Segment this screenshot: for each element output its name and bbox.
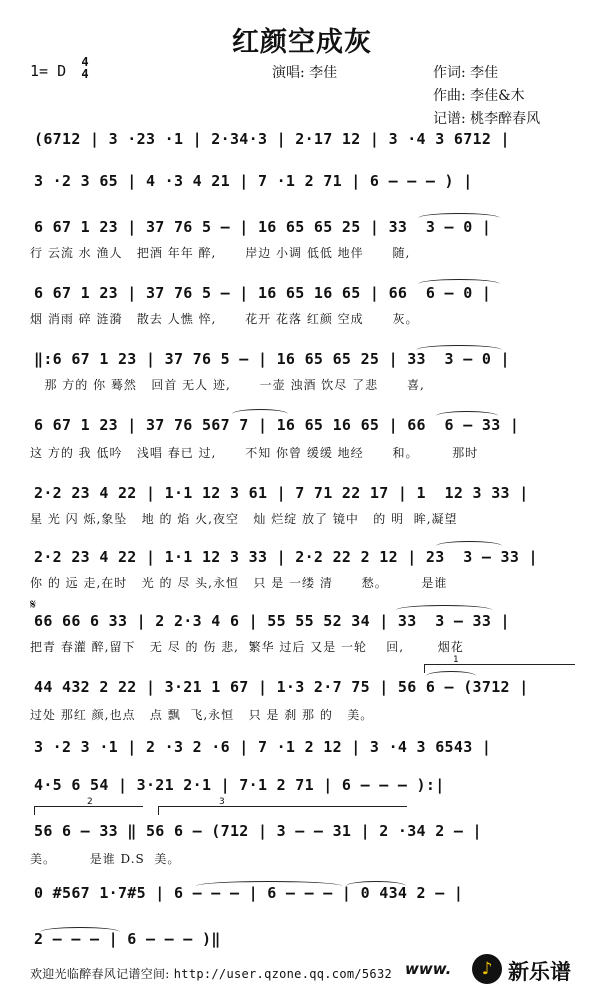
system-14-notes: 0 #567 1·7#5 | 6 – – – | 6 – – – | 0 434 2 – |: [34, 884, 464, 902]
site-logo: [472, 950, 598, 988]
volta-1-label: 1: [453, 655, 459, 665]
footer-credit: [30, 965, 392, 982]
system-13-notes: 56 6 – 33 ‖ 56 6 – (712 | 3 – – 31 | 2 ·34 2 – |: [34, 822, 482, 840]
system-10-notes: 44 432 2 22 | 3·21 1 67 | 1·3 2·7 75 | 56 6 – (3712 |: [34, 678, 529, 696]
music-note-icon: ♪: [472, 954, 502, 984]
system-6-lyrics: 这 方的 我 低吟 浅唱 春已 过, 不知 你曾 缓缓 地经 和。 那时: [30, 446, 479, 460]
system-10-lyrics: 过处 那红 颜,也点 点 飘 飞,永恒 只 是 刹 那 的 美。: [30, 708, 374, 722]
system-9-lyrics: 把青 春灌 醉,留下 无 尽 的 伤 悲, 繁华 过后 又是 一轮 回, 烟花: [30, 640, 464, 654]
system-5-lyrics: 那 方的 你 蓦然 回首 无人 迹, 一壶 浊酒 饮尽 了悲 喜,: [30, 378, 425, 392]
volta-3-label: 3: [219, 797, 225, 807]
slur-mark: [232, 409, 288, 419]
system-1-notes: (6712 | 3 ·23 ·1 | 2·34·3 | 2·17 12 | 3 ·4 3 6712 |: [34, 130, 510, 148]
tie-mark: [40, 927, 120, 937]
volta-bracket-2: [34, 797, 143, 815]
tie-mark: [436, 541, 502, 551]
system-3-notes: 6 67 1 23 | 37 76 5 – | 16 65 65 25 | 33 3 – 0 |: [34, 218, 492, 236]
singer-credit: 演唱: 李佳: [272, 65, 338, 81]
tie-mark: [416, 345, 502, 355]
transcriber-credit: 记谱: 桃李醉春风: [433, 111, 541, 127]
song-title: 红颜空成灰: [232, 27, 372, 58]
system-2-notes: 3 ·2 3 65 | 4 ·3 4 21 | 7 ·1 2 71 | 6 – – – ) |: [34, 172, 473, 190]
system-12-notes: 4·5 6 54 | 3·21 2·1 | 7·1 2 71 | 6 – – – ):|: [34, 776, 445, 794]
system-4-lyrics: 烟 消雨 碎 涟漪 散去 人憔 悴, 花开 花落 红颜 空成 灰。: [30, 312, 419, 326]
tie-mark: [196, 881, 342, 891]
system-15-notes: 2 – – – | 6 – – – )‖: [34, 930, 221, 948]
system-6-notes: 6 67 1 23 | 37 76 567 7 | 16 65 16 65 | 66 6 – 33 |: [34, 416, 520, 434]
lyricist-credit: 作词: 李佳: [433, 65, 499, 81]
footer-url[interactable]: http://user.qzone.qq.com/5632: [173, 967, 392, 981]
www-watermark: www.: [405, 960, 452, 978]
time-signature: [78, 56, 92, 80]
system-9-notes: 66 66 6 33 | 2 2·3 4 6 | 55 55 52 34 | 33 3 – 33 |: [34, 612, 510, 630]
system-7-notes: 2·2 23 4 22 | 1·1 12 3 61 | 7 71 22 17 | 1 12 3 33 |: [34, 484, 529, 502]
system-8-lyrics: 你 的 远 走,在时 光 的 尽 头,永恒 只 是 一缕 清 愁。 是谁: [30, 576, 448, 590]
system-7-lyrics: 星 光 闪 烁,象坠 地 的 焰 火,夜空 灿 烂绽 放了 镜中 的 明 眸,凝望: [30, 512, 458, 526]
volta-2-label: 2: [87, 797, 93, 807]
footer-text: 欢迎光临醉春风记谱空间:: [30, 967, 170, 981]
system-8-notes: 2·2 23 4 22 | 1·1 12 3 33 | 2·2 22 2 12 | 23 3 – 33 |: [34, 548, 538, 566]
logo-text: 新乐谱: [508, 960, 571, 984]
system-3-lyrics: 行 云流 水 渔人 把酒 年年 醉, 岸边 小调 低低 地伴 随,: [30, 246, 411, 260]
system-5-notes: ‖:6 67 1 23 | 37 76 5 – | 16 65 65 25 | 33 3 – 0 |: [34, 350, 510, 368]
segno-sign: 𝄋: [30, 597, 37, 613]
system-11-notes: 3 ·2 3 ·1 | 2 ·3 2 ·6 | 7 ·1 2 12 | 3 ·4 3 6543 |: [34, 738, 492, 756]
system-4-notes: 6 67 1 23 | 37 76 5 – | 16 65 16 65 | 66 6 – 0 |: [34, 284, 492, 302]
meter-top: 4: [81, 55, 89, 69]
volta-bracket-3: [158, 797, 407, 815]
key-signature: 1= D: [30, 62, 67, 80]
composer-credit: 作曲: 李佳&木: [433, 88, 525, 104]
system-13-lyrics: 美。 是谁 D.S 美。: [30, 852, 181, 866]
meter-bottom: 4: [81, 67, 89, 81]
tie-mark: [418, 279, 500, 289]
tie-mark: [346, 881, 406, 891]
tie-mark: [418, 213, 500, 223]
tie-mark: [396, 605, 492, 615]
tie-mark: [426, 671, 476, 681]
tie-mark: [436, 411, 498, 421]
